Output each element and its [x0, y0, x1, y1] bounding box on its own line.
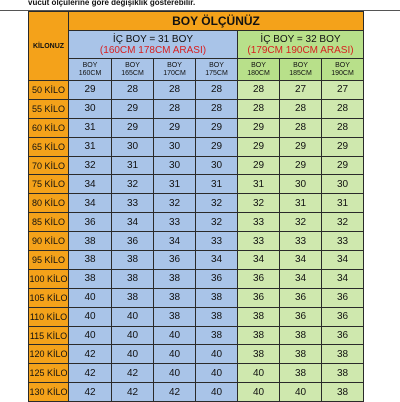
table-row	[29, 232, 364, 251]
size-cell: 38	[280, 364, 322, 383]
column-header	[154, 59, 196, 81]
size-cell: 38	[154, 288, 196, 307]
column-header	[238, 59, 280, 81]
size-cell: 38	[196, 326, 238, 345]
size-table	[28, 11, 364, 402]
column-header-height: 170CM	[163, 69, 186, 77]
table-row	[29, 364, 364, 383]
size-cell: 32	[196, 194, 238, 213]
size-cell: 30	[154, 137, 196, 156]
note-text: vücut ölçülerine göre değişiklik gösterebilir.	[28, 0, 196, 7]
size-cell: 38	[322, 364, 364, 383]
column-header	[69, 59, 112, 81]
size-cell: 40	[196, 383, 238, 402]
size-cell: 34	[322, 269, 364, 288]
kilo-cell: 130 KİLO	[29, 383, 69, 402]
size-cell: 40	[238, 383, 280, 402]
kilo-cell: 100 KİLO	[29, 269, 69, 288]
size-cell: 31	[69, 118, 112, 137]
size-cell: 31	[69, 137, 112, 156]
kilo-cell: 65 KİLO	[29, 137, 69, 156]
size-cell: 29	[238, 118, 280, 137]
size-cell: 40	[154, 364, 196, 383]
kilo-cell: 55 KİLO	[29, 99, 69, 118]
size-cell: 32	[238, 194, 280, 213]
size-cell: 28	[322, 118, 364, 137]
table-row	[29, 99, 364, 118]
column-header-top: BOY	[82, 61, 98, 69]
size-cell: 34	[280, 251, 322, 270]
size-cell: 38	[322, 345, 364, 364]
size-cell: 38	[280, 345, 322, 364]
size-cell: 29	[196, 137, 238, 156]
size-cell: 29	[280, 137, 322, 156]
group-header-31	[69, 31, 238, 59]
size-cell: 38	[154, 269, 196, 288]
kilo-cell: 50 KİLO	[29, 81, 69, 100]
size-cell: 31	[154, 175, 196, 194]
size-cell: 32	[196, 213, 238, 232]
size-cell: 40	[69, 307, 112, 326]
size-cell: 29	[322, 137, 364, 156]
kilo-cell: 60 KİLO	[29, 118, 69, 137]
size-cell: 29	[154, 118, 196, 137]
table-row	[29, 326, 364, 345]
table-row	[29, 307, 364, 326]
size-cell: 42	[112, 364, 154, 383]
size-cell: 29	[112, 118, 154, 137]
size-cell: 31	[322, 194, 364, 213]
size-cell: 30	[154, 156, 196, 175]
size-cell: 40	[112, 345, 154, 364]
size-cell: 38	[112, 269, 154, 288]
size-cell: 38	[238, 307, 280, 326]
kilo-cell: 120 KİLO	[29, 345, 69, 364]
table-row	[29, 175, 364, 194]
size-cell: 42	[112, 383, 154, 402]
size-cell: 36	[69, 213, 112, 232]
group-32-line1: İÇ BOY = 32 BOY	[260, 33, 341, 45]
table-row	[29, 118, 364, 137]
size-cell: 34	[322, 251, 364, 270]
size-cell: 38	[69, 232, 112, 251]
size-cell: 38	[238, 326, 280, 345]
table-row	[29, 194, 364, 213]
column-header-height: 180CM	[247, 69, 270, 77]
size-cell: 31	[238, 175, 280, 194]
size-cell: 30	[69, 99, 112, 118]
size-cell: 34	[196, 251, 238, 270]
size-cell: 28	[196, 81, 238, 100]
kilo-cell: 70 KİLO	[29, 156, 69, 175]
column-header	[280, 59, 322, 81]
table-row	[29, 251, 364, 270]
table-title: BOY ÖLÇÜNÜZ	[69, 12, 364, 31]
size-cell: 38	[112, 288, 154, 307]
table-row	[29, 288, 364, 307]
size-cell: 38	[238, 345, 280, 364]
table-row	[29, 383, 364, 402]
group-31-line1: İÇ BOY = 31 BOY	[112, 33, 194, 45]
size-cell: 33	[154, 213, 196, 232]
size-cell: 33	[238, 232, 280, 251]
size-cell: 28	[154, 81, 196, 100]
size-cell: 38	[322, 383, 364, 402]
kilo-cell: 125 KİLO	[29, 364, 69, 383]
size-cell: 40	[196, 364, 238, 383]
size-cell: 28	[322, 99, 364, 118]
size-cell: 34	[69, 175, 112, 194]
size-cell: 33	[238, 213, 280, 232]
column-header-top: BOY	[293, 61, 308, 69]
size-cell: 36	[280, 307, 322, 326]
kilo-cell: 110 KİLO	[29, 307, 69, 326]
size-cell: 38	[112, 251, 154, 270]
size-cell: 36	[238, 269, 280, 288]
kilo-cell: 80 KİLO	[29, 194, 69, 213]
kilo-cell: 90 KİLO	[29, 232, 69, 251]
size-cell: 40	[69, 288, 112, 307]
column-header-top: BOY	[167, 61, 182, 69]
size-cell: 38	[196, 307, 238, 326]
column-header-top: BOY	[251, 61, 266, 69]
size-cell: 30	[112, 137, 154, 156]
kilo-header: KİLONUZ	[29, 12, 69, 81]
size-cell: 36	[112, 232, 154, 251]
column-header	[112, 59, 154, 81]
size-cell: 32	[322, 213, 364, 232]
size-cell: 31	[280, 194, 322, 213]
size-cell: 30	[322, 175, 364, 194]
size-cell: 28	[280, 99, 322, 118]
size-cell: 29	[69, 81, 112, 100]
size-cell: 33	[280, 232, 322, 251]
size-cell: 42	[69, 364, 112, 383]
size-cell: 28	[238, 99, 280, 118]
size-cell: 28	[238, 81, 280, 100]
table-row	[29, 213, 364, 232]
column-header-height: 185CM	[289, 69, 312, 77]
size-cell: 36	[280, 288, 322, 307]
kilo-cell: 75 KİLO	[29, 175, 69, 194]
size-cell: 28	[154, 99, 196, 118]
size-cell: 38	[280, 326, 322, 345]
table-row	[29, 81, 364, 100]
size-cell: 34	[238, 251, 280, 270]
size-cell: 34	[69, 194, 112, 213]
size-cell: 40	[112, 326, 154, 345]
size-cell: 38	[69, 251, 112, 270]
size-cell: 36	[322, 307, 364, 326]
size-cell: 38	[154, 307, 196, 326]
size-cell: 29	[322, 156, 364, 175]
size-cell: 29	[196, 118, 238, 137]
size-cell: 29	[238, 137, 280, 156]
size-cell: 33	[112, 194, 154, 213]
kilo-cell: 95 KİLO	[29, 251, 69, 270]
size-cell: 40	[238, 364, 280, 383]
size-cell: 36	[238, 288, 280, 307]
size-cell: 29	[112, 99, 154, 118]
column-header	[322, 59, 364, 81]
size-cell: 38	[69, 269, 112, 288]
column-header-height: 190CM	[331, 69, 354, 77]
size-cell: 36	[322, 288, 364, 307]
kilo-cell: 115 KİLO	[29, 326, 69, 345]
size-cell: 33	[322, 232, 364, 251]
size-cell: 40	[154, 345, 196, 364]
size-cell: 28	[112, 81, 154, 100]
table-row	[29, 137, 364, 156]
column-header-height: 160CM	[78, 69, 102, 77]
size-cell: 28	[280, 118, 322, 137]
group-32-range: (179CM 190CM ARASI)	[247, 44, 354, 56]
column-header-top: BOY	[209, 61, 224, 69]
table-row	[29, 345, 364, 364]
size-cell: 32	[112, 175, 154, 194]
size-cell: 40	[280, 383, 322, 402]
size-cell: 29	[280, 156, 322, 175]
size-cell: 27	[322, 81, 364, 100]
size-cell: 29	[238, 156, 280, 175]
size-cell: 34	[280, 269, 322, 288]
kilo-cell: 105 KİLO	[29, 288, 69, 307]
size-cell: 40	[112, 307, 154, 326]
size-cell: 30	[196, 156, 238, 175]
size-cell: 34	[154, 232, 196, 251]
column-header-height: 175CM	[205, 69, 228, 77]
group-31-range: (160CM 178CM ARASI)	[99, 44, 207, 56]
size-cell: 30	[280, 175, 322, 194]
size-cell: 32	[69, 156, 112, 175]
column-header-height: 165CM	[121, 69, 144, 77]
top-note	[0, 0, 400, 11]
group-header-32	[238, 31, 364, 59]
size-cell: 33	[196, 232, 238, 251]
size-cell: 40	[196, 345, 238, 364]
kilo-cell: 85 KİLO	[29, 213, 69, 232]
size-cell: 40	[154, 326, 196, 345]
size-cell: 28	[196, 99, 238, 118]
size-cell: 38	[196, 288, 238, 307]
size-cell: 42	[69, 345, 112, 364]
size-cell: 40	[69, 326, 112, 345]
column-header-top: BOY	[335, 61, 350, 69]
table-row	[29, 269, 364, 288]
column-header	[196, 59, 238, 81]
size-cell: 42	[69, 383, 112, 402]
size-cell: 36	[322, 326, 364, 345]
size-cell: 42	[154, 383, 196, 402]
size-cell: 27	[280, 81, 322, 100]
size-cell: 32	[154, 194, 196, 213]
size-cell: 31	[112, 156, 154, 175]
size-cell: 36	[154, 251, 196, 270]
size-cell: 32	[280, 213, 322, 232]
size-cell: 36	[196, 269, 238, 288]
column-header-top: BOY	[125, 61, 140, 69]
size-cell: 34	[112, 213, 154, 232]
size-cell: 31	[196, 175, 238, 194]
table-row	[29, 156, 364, 175]
